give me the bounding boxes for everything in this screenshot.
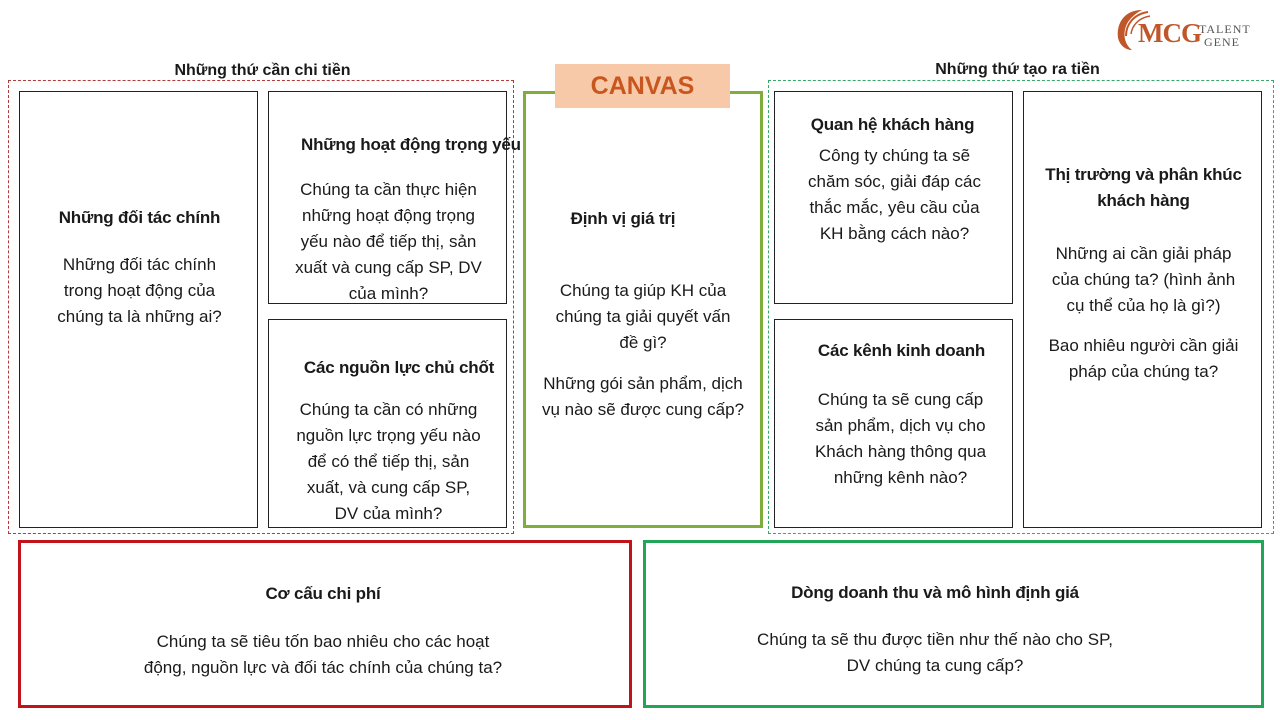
key-resources-title: Các nguồn lực chủ chốt [303,358,495,377]
customer-segments-text-2: Bao nhiêu người cần giải pháp của chúng ta? [1048,336,1239,381]
value-proposition-title: Định vị giá trị [570,209,676,228]
cost-structure-text: Chúng ta sẽ tiêu tốn bao nhiêu cho các hoạt động, nguồn lực và đối tác chính của chúng ta? [143,632,503,677]
revenue-streams-box [643,540,1264,708]
key-activities-box [268,91,521,304]
channels-box [774,319,1013,528]
logo-line-2: GENE [1204,35,1240,49]
cost-structure-title: Cơ cấu chi phí [265,584,381,603]
customer-relationships-title: Quan hệ khách hàng [810,115,975,134]
customer-segments-title: Thị trường và phân khúc khách hàng [1045,165,1242,210]
key-resources-box [268,319,507,528]
value-proposition-text-2: Những gói sản phẩm, dịch vụ nào sẽ được cung cấp? [541,374,745,419]
revenue-streams-title: Dòng doanh thu và mô hình định giá [791,583,1079,602]
logo-line-1: TALENT [1199,22,1251,36]
cost-structure-box [18,540,632,708]
logo-brand: MCG [1138,18,1201,48]
canvas-label: CANVAS [555,64,730,108]
key-activities-title: Những hoạt động trọng yếu [301,135,521,154]
mcg-logo [1108,4,1278,56]
customer-segments-box [1023,91,1262,528]
key-partners-text: Những đối tác chính trong hoạt động của chúng ta là những ai? [57,255,222,326]
key-partners-box [19,91,258,528]
key-activities-text: Chúng ta cần thực hiện những hoạt động trọng yếu nào để tiếp thị, sản xuất và cung cấp SP, DV của mình? [295,180,482,303]
channels-title: Các kênh kinh doanh [817,341,986,360]
customer-relationships-text: Công ty chúng ta sẽ chăm sóc, giải đáp các thắc mắc, yêu cầu của KH bằng cách nào? [808,146,981,243]
revenue-group-label: Những thứ tạo ra tiền [935,61,1100,78]
channels-text: Chúng ta sẽ cung cấp sản phẩm, dịch vụ cho Khách hàng thông qua những kênh nào? [814,390,987,487]
key-resources-text: Chúng ta cần có những nguồn lực trọng yếu nào để có thể tiếp thị, sản xuất, và cung cấp SP, DV của mình? [296,400,481,523]
customer-relationships-box [774,91,1013,304]
value-proposition-text-1: Chúng ta giúp KH của chúng ta giải quyết vấn đề gì? [555,281,731,352]
value-proposition-box [523,91,763,528]
customer-segments-text-1: Những ai cần giải pháp của chúng ta? (hình ảnh cụ thể của họ là gì?) [1051,244,1236,315]
key-partners-title: Những đối tác chính [58,208,221,227]
costs-group-label: Những thứ cần chi tiền [174,62,351,79]
revenue-streams-text: Chúng ta sẽ thu được tiền như thế nào cho SP, DV chúng ta cung cấp? [757,630,1113,675]
